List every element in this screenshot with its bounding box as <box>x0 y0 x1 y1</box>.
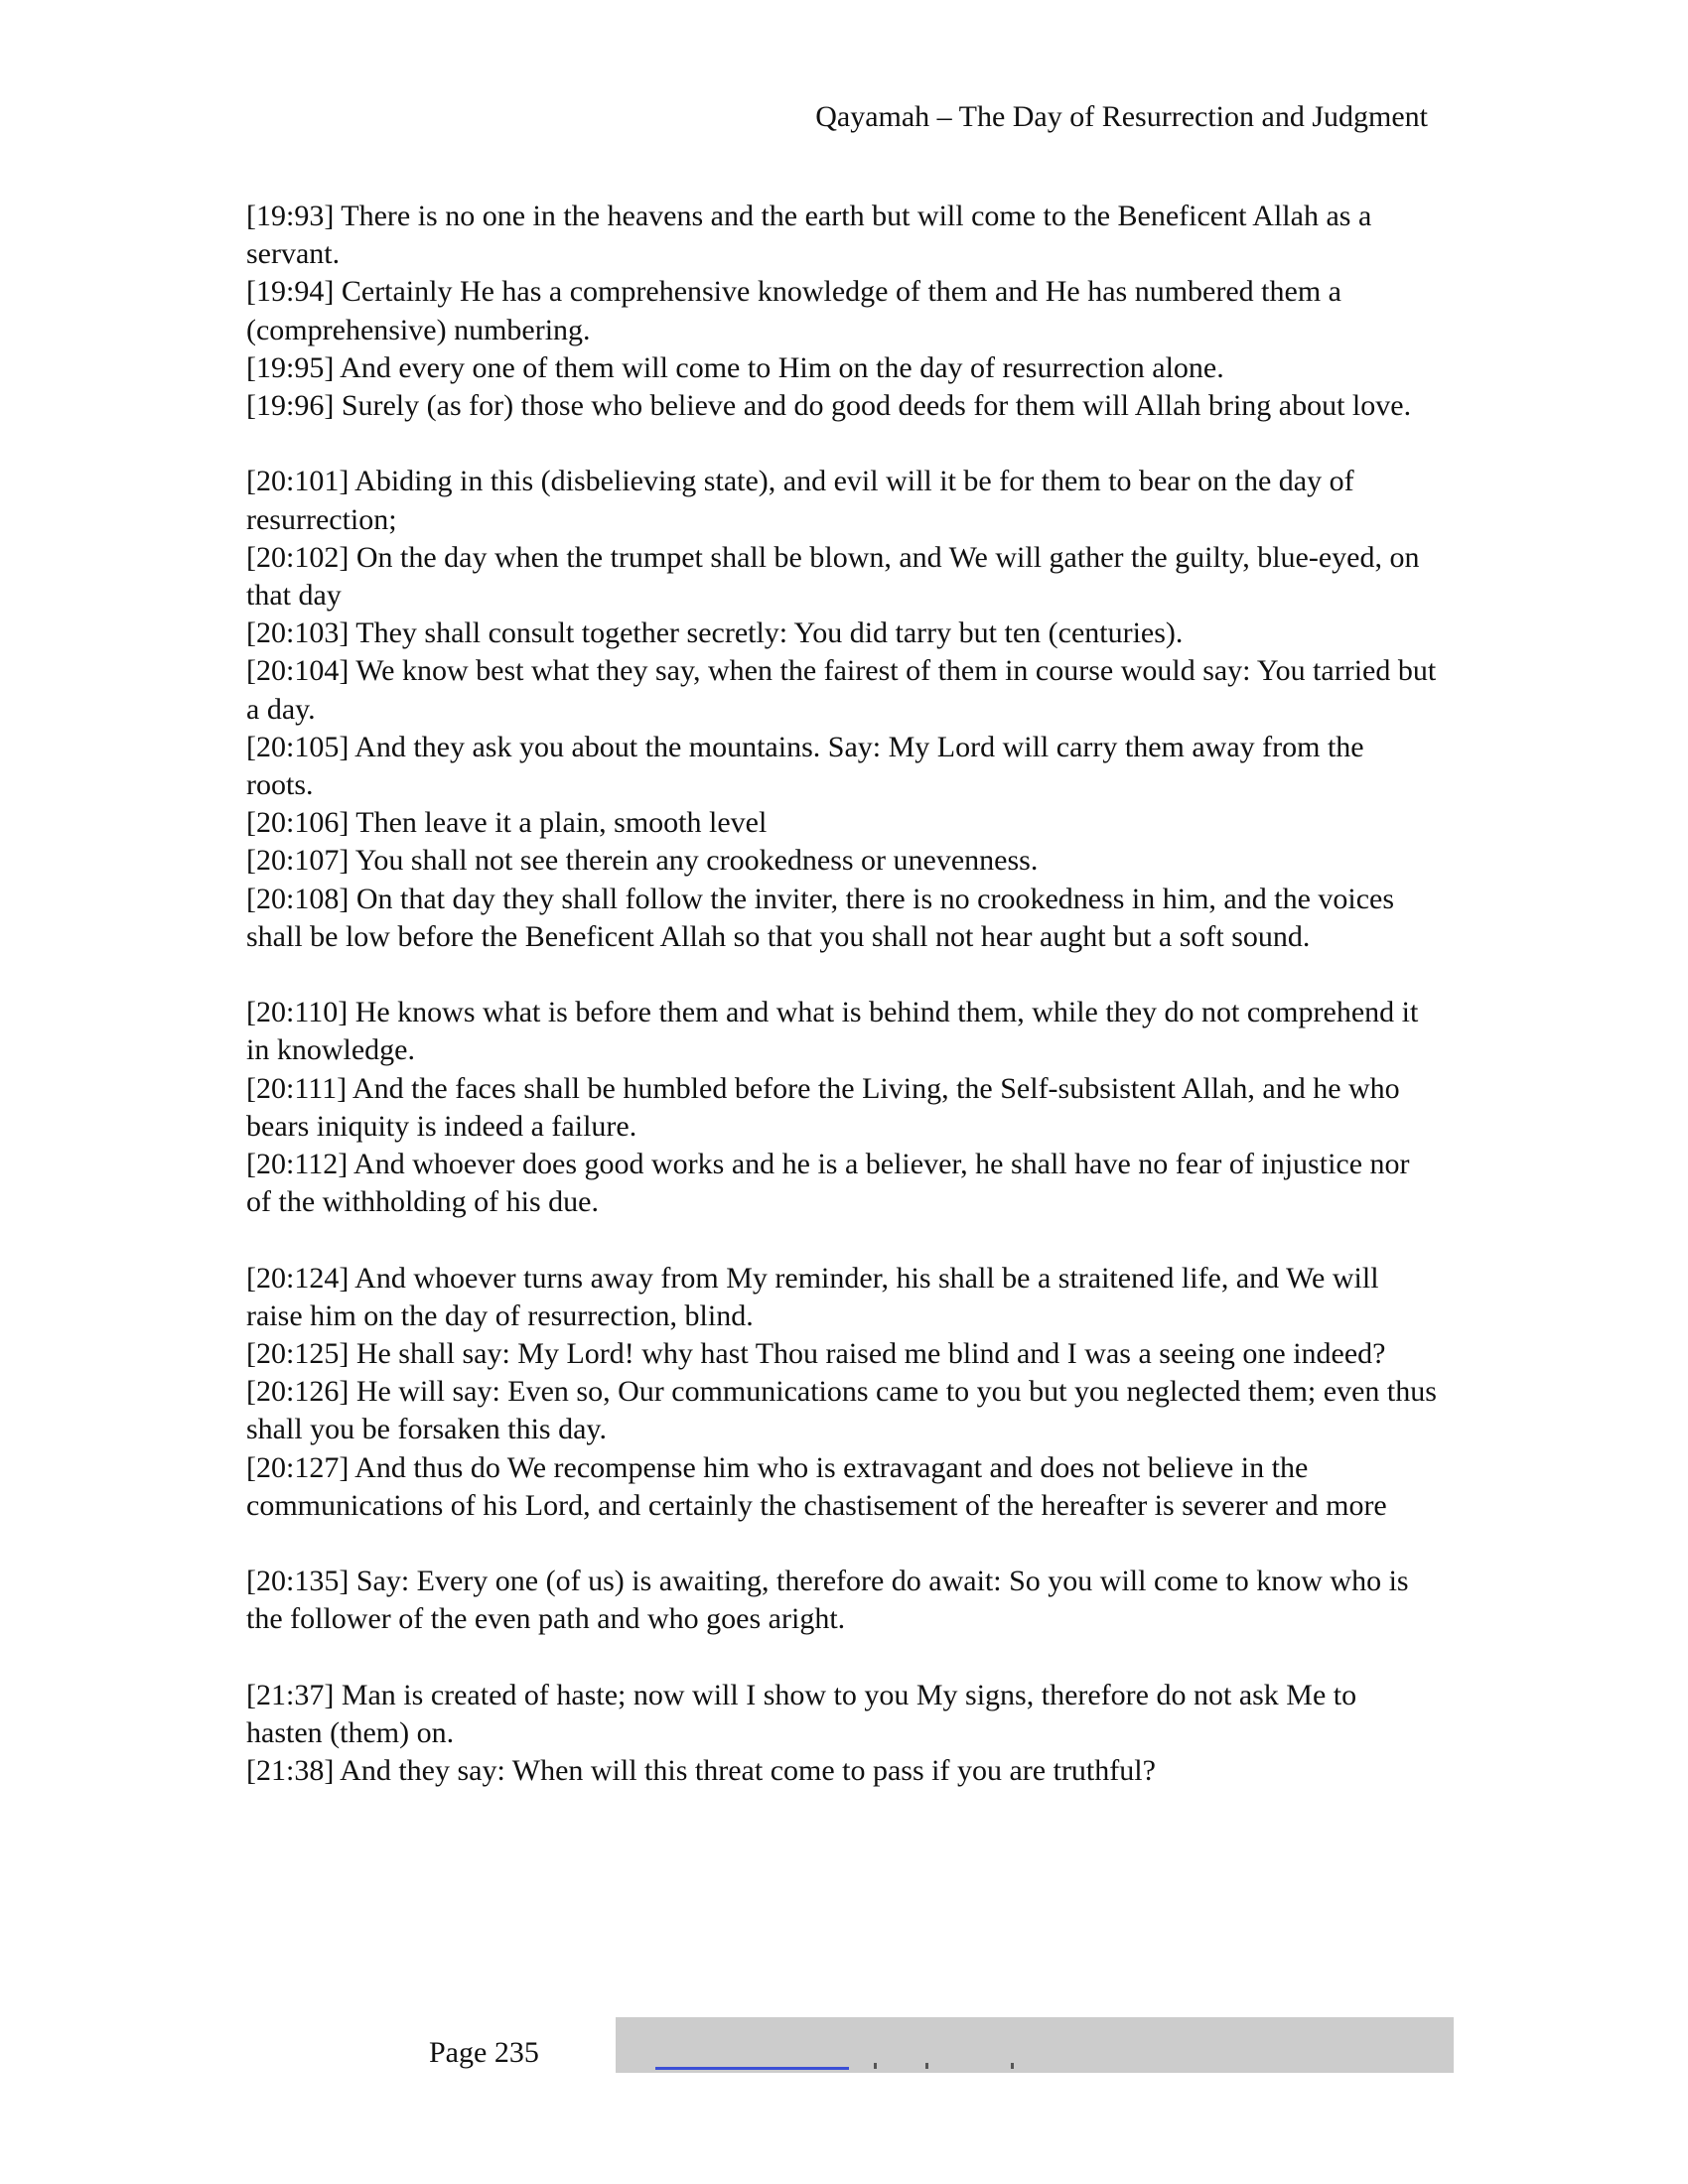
verse-20-101: [20:101] Abiding in this (disbelieving state), and evil will it be for them to bear on the day of resurrection; <box>246 465 1354 536</box>
verse-20-108: [20:108] On that day they shall follow the inviter, there is no crookedness in him, and the voices shall be low before the Beneficent Allah so that you shall not hear aught but a soft sound. <box>246 882 1395 953</box>
verse-20-127: [20:127] And thus do We recompense him who is extravagant and does not believe in the communications of his Lord, and certainly the chastisement of the hereafter is severer and more <box>246 1450 1387 1522</box>
paragraph-20-110 <box>246 994 1438 1221</box>
verse-20-103: [20:103] They shall consult together secretly: You did tarry but ten (centuries). <box>246 616 1184 650</box>
verse-20-125: [20:125] He shall say: My Lord! why hast Thou raised me blind and I was a seeing one indeed? <box>246 1337 1386 1371</box>
footer-link-underline[interactable] <box>655 2067 849 2070</box>
verse-19-95: [19:95] And every one of them will come to Him on the day of resurrection alone. <box>246 350 1224 384</box>
paragraph-20-124 <box>246 1260 1438 1525</box>
paragraph-19-93 <box>246 198 1438 425</box>
verse-20-111: [20:111] And the faces shall be humbled before the Living, the Self-subsistent Allah, and he who bears iniquity is indeed a failure. <box>246 1071 1400 1143</box>
page-body <box>246 198 1438 1829</box>
running-header: Qayamah – The Day of Resurrection and Judgment <box>815 100 1428 133</box>
verse-19-96: [19:96] Surely (as for) those who believe and do good deeds for them will Allah bring about love. <box>246 389 1412 423</box>
verse-20-112: [20:112] And whoever does good works and he is a believer, he shall have no fear of injustice nor of the withholding of his due. <box>246 1148 1410 1219</box>
verse-20-102: [20:102] On the day when the trumpet shall be blown, and We will gather the guilty, blue-eyed, on that day <box>246 540 1420 613</box>
footer-text-fragments <box>864 2055 1023 2069</box>
verse-20-110: [20:110] He knows what is before them and what is behind them, while they do not comprehend it in knowledge. <box>246 996 1419 1067</box>
verse-19-94: [19:94] Certainly He has a comprehensive knowledge of them and He has numbered them a (comprehensive) numbering. <box>246 275 1341 346</box>
footer-bar <box>616 2017 1454 2073</box>
verse-20-107: [20:107] You shall not see therein any crookedness or unevenness. <box>246 844 1039 878</box>
verse-20-106: [20:106] Then leave it a plain, smooth level <box>246 806 768 840</box>
verse-20-135: [20:135] Say: Every one (of us) is awaiting, therefore do await: So you will come to know who is the follower of the even path and who goes aright. <box>246 1565 1409 1636</box>
verse-21-38: [21:38] And they say: When will this threat come to pass if you are truthful? <box>246 1754 1156 1788</box>
verse-20-126: [20:126] He will say: Even so, Our communications came to you but you neglected them; even thus shall you be forsaken this day. <box>246 1375 1437 1446</box>
verse-21-37: [21:37] Man is created of haste; now will I show to you My signs, therefore do not ask Me to hasten (them) on. <box>246 1678 1357 1750</box>
paragraph-21-37 <box>246 1677 1438 1791</box>
paragraph-20-101 <box>246 463 1438 956</box>
verse-20-104: [20:104] We know best what they say, when the fairest of them in course would say: You tarried but a day. <box>246 654 1437 726</box>
paragraph-20-135 <box>246 1563 1438 1638</box>
page-number: Page 235 <box>429 2036 539 2069</box>
verse-20-124: [20:124] And whoever turns away from My reminder, his shall be a straitened life, and We will raise him on the day of resurrection, blind. <box>246 1261 1379 1332</box>
verse-20-105: [20:105] And they ask you about the mountains. Say: My Lord will carry them away from the roots. <box>246 730 1364 802</box>
verse-19-93: [19:93] There is no one in the heavens and the earth but will come to the Beneficent Allah as a servant. <box>246 200 1372 271</box>
